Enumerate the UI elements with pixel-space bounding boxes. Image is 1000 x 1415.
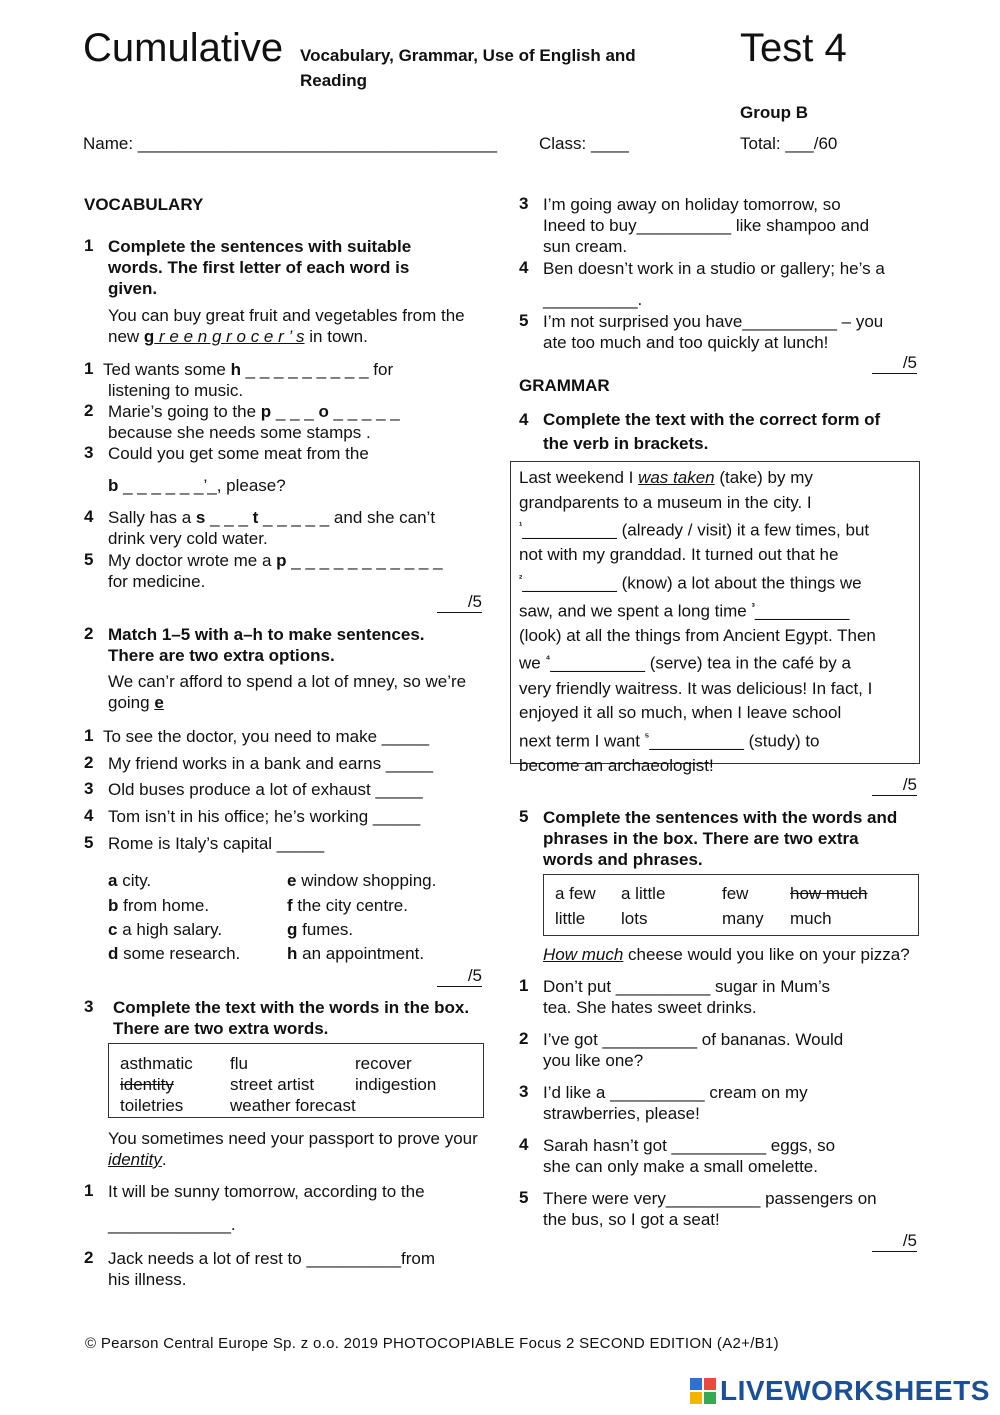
ex2-option-f: f the city centre. (287, 896, 408, 915)
ex5-item-1[interactable]: Don’t put __________ sugar in Mum’s (543, 977, 830, 996)
ex2-option-e: e window shopping. (287, 871, 437, 890)
ex3-word-indigestion: indigestion (355, 1075, 437, 1094)
ex5-word-few: few (722, 884, 749, 903)
ex5-word-how-much: how much (790, 884, 868, 903)
ex5-item-5[interactable]: There were very__________ passengers on (543, 1189, 877, 1208)
ex2-option-d: d some research. (108, 944, 241, 963)
ex5-item-3-cont: strawberries, please! (543, 1104, 700, 1123)
ex3-item-1-blank[interactable]: _____________. (108, 1215, 236, 1234)
ex5-item-3[interactable]: I’d like a __________ cream on my (543, 1083, 808, 1102)
ex3-item-3-blank[interactable]: Ineed to buy__________ like shampoo and (543, 216, 870, 235)
ex3-item-1: It will be sunny tomorrow, according to the (108, 1182, 425, 1201)
ex4-line-5[interactable]: $^{^2}$__________ (know) a lot about the things we (519, 573, 862, 593)
ex2-option-g: g fumes. (287, 920, 354, 939)
ex2-number: 2 (84, 624, 94, 643)
ex3-item-2-num: 2 (84, 1248, 94, 1267)
ex5-item-2-num: 2 (519, 1029, 529, 1048)
ex4-number: 4 (519, 410, 529, 429)
ex4-line-3[interactable]: $^{^1}$__________ (already / visit) it a few times, but (519, 520, 870, 540)
ex3-item-4-num: 4 (519, 258, 529, 277)
ex1-item-4-num: 4 (84, 507, 94, 526)
liveworksheets-watermark: LIVEWORKSHEETS (720, 1375, 990, 1406)
liveworksheets-logo-icon (690, 1378, 716, 1404)
ex3-item-1-num: 1 (84, 1181, 94, 1200)
ex1-item-2[interactable]: Marie’s going to the p _ _ _ o _ _ _ _ _ (108, 402, 400, 421)
ex3-word-weather-forecast: weather forecast (230, 1096, 356, 1115)
ex5-item-1-num: 1 (519, 976, 529, 995)
ex4-line-7: (look) at all the things from Ancient Egypt. Then (519, 625, 876, 645)
ex2-example: We can’r afford to spend a lot of mney, so we’re going e (108, 672, 467, 712)
ex2-item-4[interactable]: Tom isn’t in his office; he’s working _____ (108, 807, 421, 826)
ex4-line-2: grandparents to a museum in the city. I (519, 492, 812, 512)
ex3-item-5-cont: ate too much and too quickly at lunch! (543, 333, 829, 352)
ex3-item-2-cont: his illness. (108, 1270, 187, 1289)
ex4-instruction-1: Complete the text with the correct form of (543, 410, 881, 429)
ex2-item-5[interactable]: Rome is Italy’s capital _____ (108, 834, 325, 853)
ex3-word-street-artist: street artist (230, 1075, 315, 1094)
ex5-item-5-cont: the bus, so I got a seat! (543, 1210, 720, 1229)
ex3-item-4-blank[interactable]: __________. (543, 290, 643, 309)
ex2-item-1[interactable]: To see the doctor, you need to make _____ (103, 727, 430, 746)
ex2-item-2[interactable]: My friend works in a bank and earns _____ (108, 754, 434, 773)
ex1-item-1-cont: listening to music. (108, 381, 244, 400)
ex3-instruction: Complete the text with the words in the box. There are two extra words. (113, 998, 470, 1038)
ex4-line-8[interactable]: we $^{^4}$__________ (serve) tea in the café by a (519, 654, 851, 674)
ex1-score: /5 (400, 592, 482, 613)
ex1-item-5-num: 5 (84, 550, 94, 569)
ex3-item-3-cont: sun cream. (543, 237, 628, 256)
ex2-item-4-num: 4 (84, 806, 94, 825)
ex4-line-9: very friendly waitress. It was delicious! In fact, I (519, 678, 873, 698)
ex5-word-a-little: a little (621, 884, 666, 903)
ex4-instruction-2: the verb in brackets. (543, 434, 709, 453)
ex2-item-1-num: 1 (84, 726, 94, 745)
ex1-item-5[interactable]: My doctor wrote me a p _ _ _ _ _ _ _ _ _ _ _ (108, 551, 443, 570)
ex1-example: You can buy great fruit and vegetables from the new g r e e n g r o c e r ’ s in town. (108, 306, 465, 346)
ex5-item-1-cont: tea. She hates sweet drinks. (543, 998, 757, 1017)
ex1-item-1[interactable]: Ted wants some h _ _ _ _ _ _ _ _ _ for (103, 360, 394, 379)
ex1-item-4[interactable]: Sally has a s _ _ _ t _ _ _ _ _ and she can’t (108, 508, 436, 527)
ex2-item-2-num: 2 (84, 753, 94, 772)
ex3-item-4: Ben doesn’t work in a studio or gallery; he’s a (543, 259, 885, 278)
ex3-example: You sometimes need your passport to prove your identity. (108, 1129, 478, 1169)
ex4-text (519, 466, 919, 778)
name-field[interactable]: Name: ______________________________________ (83, 134, 498, 153)
ex3-word-asthmatic: asthmatic (120, 1054, 193, 1073)
ex3-word-toiletries: toiletries (120, 1096, 184, 1115)
header-subtitle-2: Reading (300, 71, 368, 90)
ex3-number: 3 (84, 997, 94, 1016)
ex1-item-1-num: 1 (84, 359, 94, 378)
header-group: Group B (740, 103, 808, 122)
ex5-item-2-cont: you like one? (543, 1051, 644, 1070)
vocab-heading: VOCABULARY (84, 195, 204, 214)
ex5-item-4[interactable]: Sarah hasn’t got __________ eggs, so (543, 1136, 836, 1155)
ex5-score: /5 (835, 1231, 917, 1252)
ex5-word-lots: lots (621, 909, 648, 928)
class-field[interactable]: Class: ____ (539, 134, 629, 153)
copyright-footer: © Pearson Central Europe Sp. z o.o. 2019 PHOTOCOPIABLE Focus 2 SECOND EDITION (A2+/B1) (85, 1335, 779, 1352)
ex1-item-3: Could you get some meat from the (108, 444, 369, 463)
ex5-item-2[interactable]: I’ve got __________ of bananas. Would (543, 1030, 844, 1049)
ex3-item-5-num: 5 (519, 311, 529, 330)
ex3-item-3: I’m going away on holiday tomorrow, so (543, 195, 841, 214)
ex4-line-10: enjoyed it all so much, when I leave school (519, 703, 842, 723)
ex5-item-4-cont: she can only make a small omelette. (543, 1157, 818, 1176)
ex3-item-5[interactable]: I’m not surprised you have__________ – you (543, 312, 884, 331)
ex2-score: /5 (400, 966, 482, 987)
ex4-line-1: Last weekend I was taken (take) by my (519, 468, 813, 487)
ex5-word-a-few: a few (555, 884, 596, 903)
ex2-option-h: h an appointment. (287, 944, 425, 963)
ex2-instruction: Match 1–5 with a–h to make sentences. There are two extra options. (108, 625, 425, 665)
ex2-item-5-num: 5 (84, 833, 94, 852)
total-field: Total: ___/60 (740, 134, 838, 153)
ex1-number: 1 (84, 236, 94, 255)
ex1-instruction: Complete the sentences with suitable words. The first letter of each word is given. (108, 237, 412, 298)
ex4-score: /5 (835, 775, 917, 796)
grammar-heading: GRAMMAR (519, 376, 610, 395)
ex3-item-3-num: 3 (519, 194, 529, 213)
ex4-line-12: become an archaeologist! (519, 755, 714, 775)
ex3-word-identity: identity (120, 1075, 174, 1094)
ex4-line-11[interactable]: next term I want $^{^5}$__________ (study) to (519, 731, 820, 751)
ex3-item-2[interactable]: Jack needs a lot of rest to __________from (108, 1249, 435, 1268)
ex5-word-little: little (555, 909, 586, 928)
ex1-item-5-cont: for medicine. (108, 572, 206, 591)
ex5-item-4-num: 4 (519, 1135, 529, 1154)
ex5-instruction: Complete the sentences with the words and phrases in the box. There are two extra words and phrases. (543, 808, 898, 869)
ex1-item-3-cont[interactable]: b _ _ _ _ _ _’_, please? (108, 476, 286, 495)
ex1-item-2-cont: because she needs some stamps . (108, 423, 371, 442)
header-test: Test 4 (740, 26, 847, 70)
ex5-item-5-num: 5 (519, 1188, 529, 1207)
ex2-option-b: b from home. (108, 896, 210, 915)
header-title: Cumulative (83, 26, 284, 70)
ex3-score: /5 (835, 353, 917, 374)
ex5-example: How much cheese would you like on your pizza? (543, 945, 910, 964)
ex5-item-3-num: 3 (519, 1082, 529, 1101)
ex2-option-a: a city. (108, 871, 152, 890)
ex3-word-flu: flu (230, 1054, 248, 1073)
ex2-item-3[interactable]: Old buses produce a lot of exhaust _____ (108, 780, 423, 799)
ex1-item-4-cont: drink very cold water. (108, 529, 268, 548)
ex1-item-2-num: 2 (84, 401, 94, 420)
header-subtitle-1: Vocabulary, Grammar, Use of English and (300, 46, 636, 65)
ex5-number: 5 (519, 807, 529, 826)
ex5-word-much: much (790, 909, 832, 928)
ex5-word-many: many (722, 909, 764, 928)
ex2-item-3-num: 3 (84, 779, 94, 798)
ex4-line-4: not with my granddad. It turned out that he (519, 545, 839, 565)
ex4-line-6[interactable]: saw, and we spent a long time $^{^3}$__________ (519, 601, 850, 621)
ex1-item-3-num: 3 (84, 443, 94, 462)
ex2-option-c: c a high salary. (108, 920, 223, 939)
ex3-word-recover: recover (355, 1054, 412, 1073)
